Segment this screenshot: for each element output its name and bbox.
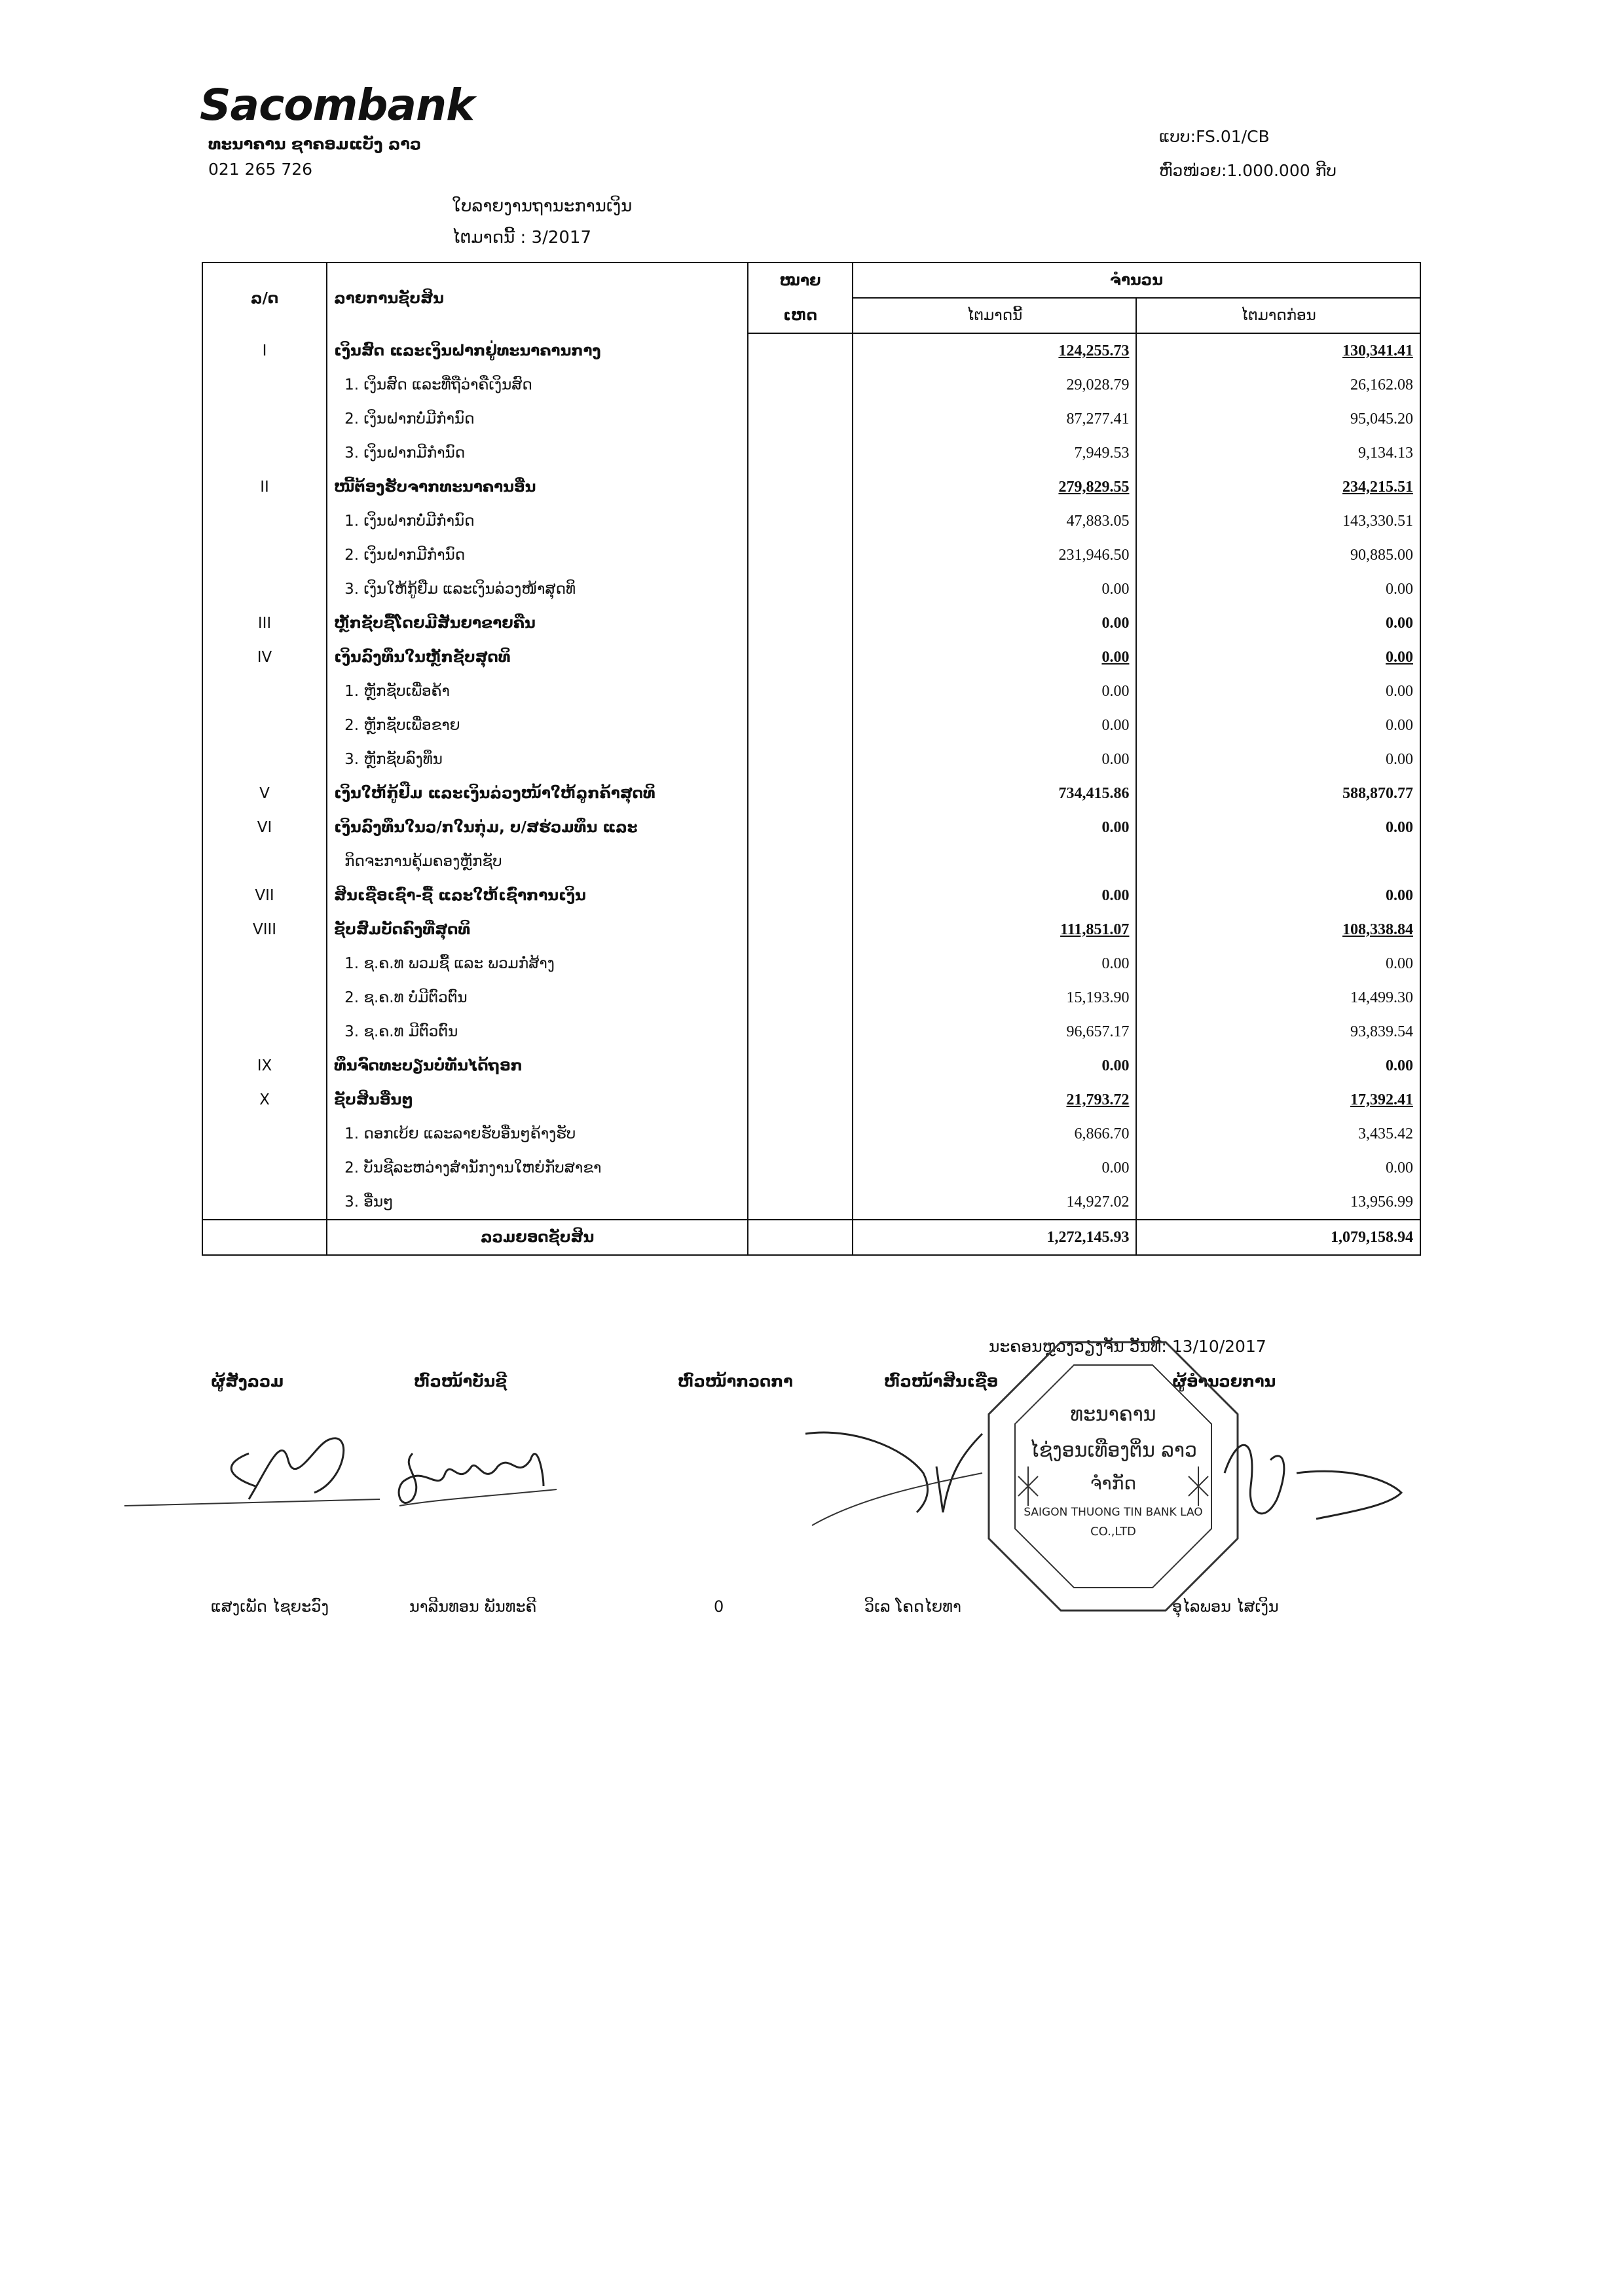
row-item: 1. ເງິນຝາກບໍ່ມີກຳນົດ xyxy=(327,504,748,538)
row-note xyxy=(748,333,853,368)
table-row xyxy=(202,913,1420,947)
row-number xyxy=(202,1151,327,1185)
table-body xyxy=(202,333,1420,1220)
seal-line-4: SAIGON THUONG TIN BANK LAO xyxy=(1024,1506,1203,1519)
table-row xyxy=(202,606,1420,640)
row-item: ເງິນລົງທຶນໃນວ/ກໃນກຸ່ມ, ບ/ສຮ່ວມທຶນ ແລະ xyxy=(327,811,748,845)
total-label: ລວມຍອດຊັບສິນ xyxy=(327,1220,748,1255)
col-header-current: ໄຕມາດນີ້ xyxy=(853,298,1137,333)
row-current-value: 0.00 xyxy=(853,1049,1137,1083)
total-previous: 1,079,158.94 xyxy=(1136,1220,1420,1255)
company-seal xyxy=(982,1336,1244,1617)
signer-name-chief-credit: ວິເລ ໂຄດໄຍທາ xyxy=(864,1597,961,1616)
row-note xyxy=(748,1117,853,1151)
form-code: ແບບ:FS.01/CB xyxy=(1159,127,1270,146)
row-note xyxy=(748,1185,853,1220)
row-current-value: 87,277.41 xyxy=(853,402,1137,436)
row-number xyxy=(202,981,327,1015)
row-current-value xyxy=(853,845,1137,879)
row-item: ຊັບສິນອື່ນໆ xyxy=(327,1083,748,1117)
bank-phone: 021 265 726 xyxy=(208,160,313,179)
row-note xyxy=(748,1151,853,1185)
row-note xyxy=(748,811,853,845)
row-note xyxy=(748,538,853,572)
row-item: ຫຼັກຊັບຊື້ໂດຍມີສັນຍາຂາຍຄືນ xyxy=(327,606,748,640)
row-number xyxy=(202,708,327,742)
row-number xyxy=(202,1117,327,1151)
col-header-item: ລາຍການຊັບສິນ xyxy=(327,263,748,333)
row-previous-value: 13,956.99 xyxy=(1136,1185,1420,1220)
table-row xyxy=(202,708,1420,742)
row-note xyxy=(748,674,853,708)
row-note xyxy=(748,776,853,811)
row-previous-value: 0.00 xyxy=(1136,1049,1420,1083)
table-row xyxy=(202,845,1420,879)
row-item: 1. ຫຼັກຊັບເພື່ອຄ້າ xyxy=(327,674,748,708)
row-item: 3. ເງິນຝາກມີກຳນົດ xyxy=(327,436,748,470)
row-previous-value: 3,435.42 xyxy=(1136,1117,1420,1151)
table-row xyxy=(202,368,1420,402)
row-note xyxy=(748,640,853,674)
table-row xyxy=(202,1117,1420,1151)
row-note xyxy=(748,1083,853,1117)
row-note xyxy=(748,402,853,436)
row-current-value: 111,851.07 xyxy=(853,913,1137,947)
row-note xyxy=(748,845,853,879)
row-number xyxy=(202,845,327,879)
row-note xyxy=(748,368,853,402)
row-item: 2. ເງິນຝາກບໍ່ມີກຳນົດ xyxy=(327,402,748,436)
row-note xyxy=(748,572,853,606)
row-item: 3. ຊ.ຄ.ທ ມີຕົວຕົນ xyxy=(327,1015,748,1049)
row-previous-value: 108,338.84 xyxy=(1136,913,1420,947)
row-previous-value: 0.00 xyxy=(1136,708,1420,742)
row-number: VI xyxy=(257,819,272,836)
row-previous-value: 130,341.41 xyxy=(1136,333,1420,368)
row-number: X xyxy=(259,1091,270,1108)
row-current-value: 0.00 xyxy=(853,879,1137,913)
signer-title-chief-credit: ຫົວໜ້າສິນເຊື່ອ xyxy=(884,1372,999,1391)
table-row xyxy=(202,1083,1420,1117)
total-row xyxy=(202,1220,1420,1255)
row-number xyxy=(202,368,327,402)
row-previous-value xyxy=(1136,845,1420,879)
signer-name-director: ອຸໄລພອນ ໄສເງິນ xyxy=(1172,1597,1279,1616)
row-item: ເງິນສົດ ແລະເງິນຝາກຢູ່ທະນາຄານກາງ xyxy=(327,333,748,368)
seal-line-1: ທະນາຄານ xyxy=(1070,1403,1156,1426)
seal-line-2: ໄຊ່ງອນເທືອງຕິ່ນ ລາວ xyxy=(1029,1439,1197,1462)
row-previous-value: 0.00 xyxy=(1136,742,1420,776)
col-header-note-bottom: ເຫດ xyxy=(748,298,853,333)
row-number xyxy=(202,538,327,572)
row-number xyxy=(202,674,327,708)
table-row xyxy=(202,1015,1420,1049)
signer-name-compiler: ແສງເພັດ ໄຊຍະວົງ xyxy=(211,1597,329,1616)
row-current-value: 0.00 xyxy=(853,640,1137,674)
row-current-value: 47,883.05 xyxy=(853,504,1137,538)
row-item: 3. ເງິນໃຫ້ກູ້ຢືມ ແລະເງິນລ່ວງໜ້າສຸດທິ xyxy=(327,572,748,606)
row-note xyxy=(748,981,853,1015)
row-current-value: 0.00 xyxy=(853,606,1137,640)
row-item: 2. ຊ.ຄ.ທ ບໍ່ມີຕົວຕົນ xyxy=(327,981,748,1015)
row-number: VII xyxy=(255,887,274,904)
row-current-value: 96,657.17 xyxy=(853,1015,1137,1049)
row-previous-value: 0.00 xyxy=(1136,640,1420,674)
signer-title-chief-inspector: ຫົວໜ້າກວດກາ xyxy=(678,1372,793,1391)
col-header-amount: ຈຳນວນ xyxy=(853,263,1420,298)
signer-title-director: ຜູ້ອຳນວຍການ xyxy=(1172,1372,1276,1391)
row-item: ກິດຈະການຄຸ້ມຄອງຫຼັກຊັບ xyxy=(327,845,748,879)
row-note xyxy=(748,742,853,776)
row-number: V xyxy=(259,785,270,802)
row-item: ຊັບສົມບັດຄົງທີ່ສຸດທິ xyxy=(327,913,748,947)
signer-title-compiler: ຜູ້ສັງລວມ xyxy=(211,1372,284,1391)
row-current-value: 15,193.90 xyxy=(853,981,1137,1015)
row-number xyxy=(202,1015,327,1049)
table-row xyxy=(202,981,1420,1015)
signature-compiler xyxy=(118,1408,393,1525)
table-row xyxy=(202,402,1420,436)
row-note xyxy=(748,879,853,913)
row-note xyxy=(748,708,853,742)
row-number xyxy=(202,436,327,470)
row-current-value: 0.00 xyxy=(853,811,1137,845)
row-current-value: 14,927.02 xyxy=(853,1185,1137,1220)
row-item: 2. ບັນຊີລະຫວ່າງສຳນັກງານໃຫຍ່ກັບສາຂາ xyxy=(327,1151,748,1185)
row-previous-value: 14,499.30 xyxy=(1136,981,1420,1015)
signer-name-chief-inspector: 0 xyxy=(714,1597,724,1616)
row-item: 1. ດອກເບ້ຍ ແລະລາຍຮັບອື່ນໆຄ້າງຮັບ xyxy=(327,1117,748,1151)
signature-director xyxy=(1218,1421,1414,1552)
row-item: 3. ຫຼັກຊັບລົງທຶນ xyxy=(327,742,748,776)
row-previous-value: 0.00 xyxy=(1136,879,1420,913)
table-row xyxy=(202,879,1420,913)
row-number: III xyxy=(257,615,272,632)
table-row xyxy=(202,742,1420,776)
row-item: 3. ອື່ນໆ xyxy=(327,1185,748,1220)
balance-sheet-table xyxy=(202,262,1421,1256)
row-item: ທຶນຈົດທະບຽນບໍ່ທັນໄດ້ຖອກ xyxy=(327,1049,748,1083)
row-previous-value: 0.00 xyxy=(1136,811,1420,845)
row-current-value: 0.00 xyxy=(853,742,1137,776)
row-current-value: 231,946.50 xyxy=(853,538,1137,572)
row-previous-value: 95,045.20 xyxy=(1136,402,1420,436)
row-item: 2. ຫຼັກຊັບເພື່ອຂາຍ xyxy=(327,708,748,742)
row-number: IX xyxy=(257,1057,272,1074)
row-number xyxy=(202,742,327,776)
row-item: 2. ເງິນຝາກມີກຳນົດ xyxy=(327,538,748,572)
bank-name: ທະນາຄານ ຊາຄອມແບັງ ລາວ xyxy=(208,135,422,153)
row-current-value: 29,028.79 xyxy=(853,368,1137,402)
row-item: ເງິນໃຫ້ກູ້ຢືມ ແລະເງິນລ່ວງໜ້າໃຫ້ລູກຄ້າສຸດທິ xyxy=(327,776,748,811)
row-number: IV xyxy=(257,649,272,666)
row-current-value: 6,866.70 xyxy=(853,1117,1137,1151)
row-note xyxy=(748,947,853,981)
col-header-no: ລ/ດ xyxy=(250,289,279,307)
row-current-value: 0.00 xyxy=(853,674,1137,708)
row-number xyxy=(202,504,327,538)
row-previous-value: 26,162.08 xyxy=(1136,368,1420,402)
table-row xyxy=(202,811,1420,845)
row-current-value: 279,829.55 xyxy=(853,470,1137,504)
row-number: VIII xyxy=(252,921,277,938)
row-item: ໜີ້ຕ້ອງຮັບຈາກທະນາຄານອື່ນ xyxy=(327,470,748,504)
row-previous-value: 143,330.51 xyxy=(1136,504,1420,538)
row-number xyxy=(202,947,327,981)
row-current-value: 21,793.72 xyxy=(853,1083,1137,1117)
row-item: ສິນເຊື່ອເຊົ່າ-ຊື້ ແລະໃຫ້ເຊົ່າການເງິນ xyxy=(327,879,748,913)
table-row xyxy=(202,470,1420,504)
total-current: 1,272,145.93 xyxy=(853,1220,1137,1255)
row-note xyxy=(748,504,853,538)
row-current-value: 734,415.86 xyxy=(853,776,1137,811)
table-row xyxy=(202,947,1420,981)
row-number xyxy=(202,402,327,436)
row-previous-value: 0.00 xyxy=(1136,674,1420,708)
row-previous-value: 90,885.00 xyxy=(1136,538,1420,572)
row-current-value: 7,949.53 xyxy=(853,436,1137,470)
row-note xyxy=(748,1049,853,1083)
row-item: 1. ຊ.ຄ.ທ ພວມຊື້ ແລະ ພວມກໍ່ສ້າງ xyxy=(327,947,748,981)
row-previous-value: 17,392.41 xyxy=(1136,1083,1420,1117)
row-current-value: 0.00 xyxy=(853,947,1137,981)
table-row xyxy=(202,1049,1420,1083)
table-row xyxy=(202,538,1420,572)
place-and-date: ນະຄອນຫຼວງວຽງຈັນ ວັນທີ: 13/10/2017 xyxy=(989,1337,1266,1356)
row-current-value: 0.00 xyxy=(853,1151,1137,1185)
col-header-note-top: ໝາຍ xyxy=(748,263,853,298)
row-number xyxy=(202,572,327,606)
table-row xyxy=(202,776,1420,811)
row-note xyxy=(748,606,853,640)
signer-title-chief-accountant: ຫົວໜ້າບັນຊີ xyxy=(414,1372,507,1391)
signature-chief-credit xyxy=(799,1408,995,1539)
table-row xyxy=(202,504,1420,538)
table-row xyxy=(202,333,1420,368)
col-header-previous: ໄຕມາດກ່ອນ xyxy=(1136,298,1420,333)
row-note xyxy=(748,1015,853,1049)
table-row xyxy=(202,1151,1420,1185)
row-item: 1. ເງິນສົດ ແລະທີ່ຖືວ່າຄືເງິນສົດ xyxy=(327,368,748,402)
row-note xyxy=(748,470,853,504)
row-number xyxy=(202,1185,327,1220)
row-previous-value: 0.00 xyxy=(1136,947,1420,981)
row-previous-value: 93,839.54 xyxy=(1136,1015,1420,1049)
seal-line-3: ຈຳກັດ xyxy=(1090,1472,1137,1494)
bank-logo: Sacombank xyxy=(200,80,474,130)
row-previous-value: 234,215.51 xyxy=(1136,470,1420,504)
row-number: I xyxy=(262,342,267,359)
table-row xyxy=(202,640,1420,674)
row-number: II xyxy=(260,479,269,496)
currency-unit: ຫົວໜ່ວຍ:1.000.000 ກີບ xyxy=(1159,161,1337,180)
row-current-value: 0.00 xyxy=(853,572,1137,606)
row-previous-value: 0.00 xyxy=(1136,606,1420,640)
row-current-value: 0.00 xyxy=(853,708,1137,742)
row-previous-value: 9,134.13 xyxy=(1136,436,1420,470)
row-previous-value: 0.00 xyxy=(1136,572,1420,606)
row-current-value: 124,255.73 xyxy=(853,333,1137,368)
row-item: ເງິນລົງທຶນໃນຫຼັກຊັບສຸດທິ xyxy=(327,640,748,674)
table-row xyxy=(202,674,1420,708)
signature-chief-accountant xyxy=(386,1427,583,1519)
row-note xyxy=(748,436,853,470)
row-previous-value: 588,870.77 xyxy=(1136,776,1420,811)
row-note xyxy=(748,913,853,947)
document-period: ໄຕມາດນີ້ : 3/2017 xyxy=(452,228,592,247)
signer-name-chief-accountant: ນາລີນທອນ ພັນທະຄີ xyxy=(409,1597,537,1616)
document-title: ໃບລາຍງານຖານະການເງິນ xyxy=(452,196,633,216)
table-row xyxy=(202,1185,1420,1220)
table-row xyxy=(202,572,1420,606)
row-previous-value: 0.00 xyxy=(1136,1151,1420,1185)
seal-line-5: CO.,LTD xyxy=(1090,1525,1136,1539)
table-row xyxy=(202,436,1420,470)
